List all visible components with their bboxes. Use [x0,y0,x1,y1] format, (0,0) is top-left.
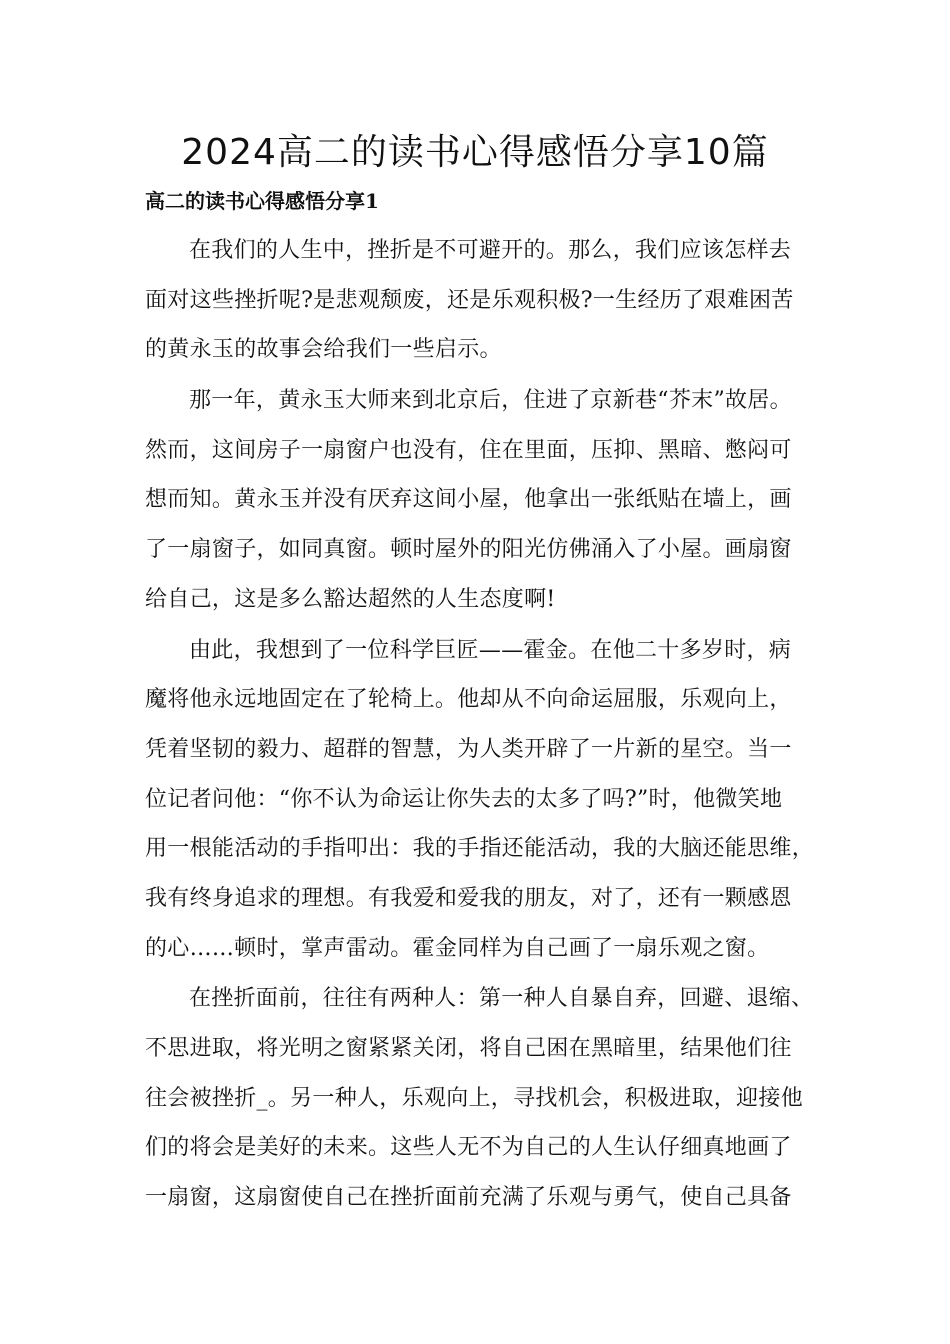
text-line: 给自己，这是多么豁达超然的人生态度啊! [145,586,556,612]
text-line: 魔将他永远地固定在了轮椅上。他却从不向命运屈服，乐观向上， [145,687,792,713]
text-line: 由此，我想到了一位科学巨匠——霍金。在他二十多岁时，病 [189,637,792,663]
text-line: 面对这些挫折呢?是悲观颓废，还是乐观积极?一生经历了艰难困苦 [145,287,794,313]
text-line: 往会被挫折_。另一种人，乐观向上，寻找机会，积极进取，迎接他 [145,1085,804,1111]
text-line: 们的将会是美好的未来。这些人无不为自己的人生认仔细真地画了 [145,1135,792,1161]
paragraph [145,231,810,380]
text-line: 在我们的人生中，挫折是不可避开的。那么，我们应该怎样去 [189,238,792,263]
document-body [145,231,815,1229]
document-title: 2024高二的读书心得感悟分享10篇 [181,132,769,173]
text-line: 的心……顿时，掌声雷动。霍金同样为自己画了一扇乐观之窗。 [145,935,770,961]
text-line: 凭着坚韧的毅力、超群的智慧，为人类开辟了一片新的星空。当一 [145,736,792,762]
text-line: 用一根能活动的手指叩出：我的手指还能活动，我的大脑还能思维， [145,836,815,862]
text-line: 位记者问他：“你不认为命运让你失去的太多了吗?”时，他微笑地 [145,786,783,812]
paragraph [145,979,814,1227]
text-line: 我有终身追求的理想。有我爱和爱我的朋友，对了，还有一颗感恩 [145,885,792,911]
text-line: 那一年，黄永玉大师来到北京后，住进了京新巷“芥末”故居。 [189,388,792,414]
text-line: 一扇窗，这扇窗使自己在挫折面前充满了乐观与勇气，使自己具备 [145,1185,792,1211]
paragraph [145,631,815,979]
text-line: 想而知。黄永玉并没有厌弃这间小屋，他拿出一张纸贴在墙上，画 [145,487,792,513]
text-line: 在挫折面前，往往有两种人：第一种人自暴自弃，回避、退缩、 [189,986,814,1012]
text-line: 不思进取，将光明之窗紧紧关闭，将自己困在黑暗里，结果他们往 [145,1036,792,1061]
section-heading: 高二的读书心得感悟分享1 [145,189,379,213]
paragraph [145,381,810,629]
text-line: 的黄永玉的故事会给我们一些启示。 [145,337,502,363]
text-line: 了一扇窗子，如同真窗。顿时屋外的阳光仿佛涌入了小屋。画扇窗 [145,537,792,563]
text-line: 然而，这间房子一扇窗户也没有，住在里面，压抑、黑暗、憋闷可 [145,437,792,463]
